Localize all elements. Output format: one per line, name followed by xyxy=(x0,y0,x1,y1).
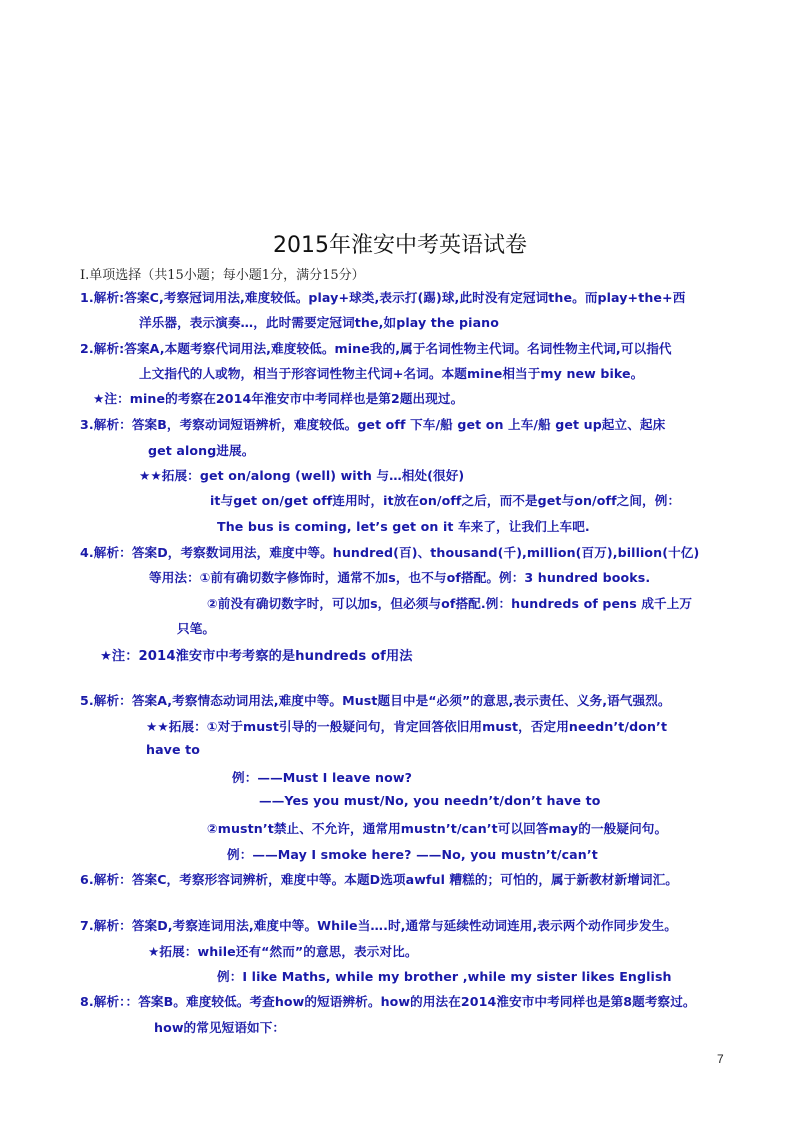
answer-8-line-1: 8.解析：：答案B。难度较低。考查how的短语辨析。how的用法在2014淮安市中考同样也是第8题考察过。 xyxy=(80,994,696,1009)
answer-5-extension-cont: have to xyxy=(146,742,200,757)
answer-7-line-1: 7.解析：答案D,考察连词用法,难度中等。While当….时,通常与延续性动词连用,表示两个动作同步发生。 xyxy=(80,918,678,933)
answer-6-line-1: 6.解析：答案C，考察形容词辨析，难度中等。本题D选项awful 糟糕的；可怕的，属于新教材新增词汇。 xyxy=(80,872,678,887)
answer-4-note: ★注：2014淮安市中考考察的是hundreds of用法 xyxy=(100,649,413,664)
answer-5-example-2: 例：——May I smoke here? ——No, you mustn’t/can’t xyxy=(227,847,598,862)
document-title: 2015年淮安中考英语试卷 xyxy=(273,233,527,258)
answer-5-extension: ★★拓展：①对于must引导的一般疑问句，肯定回答依旧用must，否定用needn’t/don’t xyxy=(146,719,668,734)
answer-2-line-1: 2.解析:答案A,本题考察代词用法,难度较低。mine我的,属于名词性物主代词。名词性物主代词,可以指代 xyxy=(80,341,672,356)
answer-3-line-1: 3.解析：答案B，考察动词短语辨析，难度较低。get off 下车/船 get on 上车/船 get up起立、起床 xyxy=(80,417,666,432)
answer-5-example-q: 例：——Must I leave now? xyxy=(232,770,412,785)
answer-4-usage-1: 等用法：①前有确切数字修饰时，通常不加s，也不与of搭配。例：3 hundred books. xyxy=(149,570,651,585)
answer-2-note: ★注：mine的考察在2014年淮安市中考同样也是第2题出现过。 xyxy=(93,391,464,406)
answer-8-line-2: how的常见短语如下： xyxy=(154,1020,286,1035)
answer-4-usage-2: ②前没有确切数字时，可以加s，但必须与of搭配.例：hundreds of pens 成千上万 xyxy=(207,596,693,611)
answer-3-extension-rule: it与get on/get off连用时，it放在on/off之后，而不是get与on/off之间，例： xyxy=(210,493,681,508)
answer-7-extension: ★拓展：while还有“然而”的意思，表示对比。 xyxy=(148,944,418,959)
page-number: 7 xyxy=(717,1052,724,1066)
answer-1-line-2: 洋乐器，表示演奏…，此时需要定冠词the,如play the piano xyxy=(139,315,499,330)
answer-3-extension-example: The bus is coming, let’s get on it 车来了，让我们上车吧. xyxy=(217,519,590,534)
answer-2-line-2: 上文指代的人或物，相当于形容词性物主代词+名词。本题mine相当于my new bike。 xyxy=(139,366,644,381)
answer-1-line-1: 1.解析:答案C,考察冠词用法,难度较低。play+球类,表示打(踢)球,此时没有定冠词the。而play+the+西 xyxy=(80,290,686,305)
section-heading: Ⅰ.单项选择（共15小题；每小题1分，满分15分） xyxy=(80,268,365,283)
answer-4-usage-2-cont: 只笔。 xyxy=(177,621,216,636)
answer-5-example-a: ——Yes you must/No, you needn’t/don’t have to xyxy=(259,793,601,808)
answer-3-extension: ★★拓展：get on/along (well) with 与…相处(很好) xyxy=(139,468,465,483)
answer-7-example: 例：I like Maths, while my brother ,while my sister likes English xyxy=(217,969,672,984)
answer-5-extension-2: ②mustn’t禁止、不允许，通常用mustn’t/can’t可以回答may的一般疑问句。 xyxy=(207,821,668,836)
answer-3-line-2: get along进展。 xyxy=(148,443,255,458)
answer-4-line-1: 4.解析：答案D，考察数词用法，难度中等。hundred(百)、thousand(千),million(百万),billion(十亿) xyxy=(80,545,700,560)
answer-5-line-1: 5.解析：答案A,考察情态动词用法,难度中等。Must题目中是“必须”的意思,表示责任、义务,语气强烈。 xyxy=(80,693,671,708)
